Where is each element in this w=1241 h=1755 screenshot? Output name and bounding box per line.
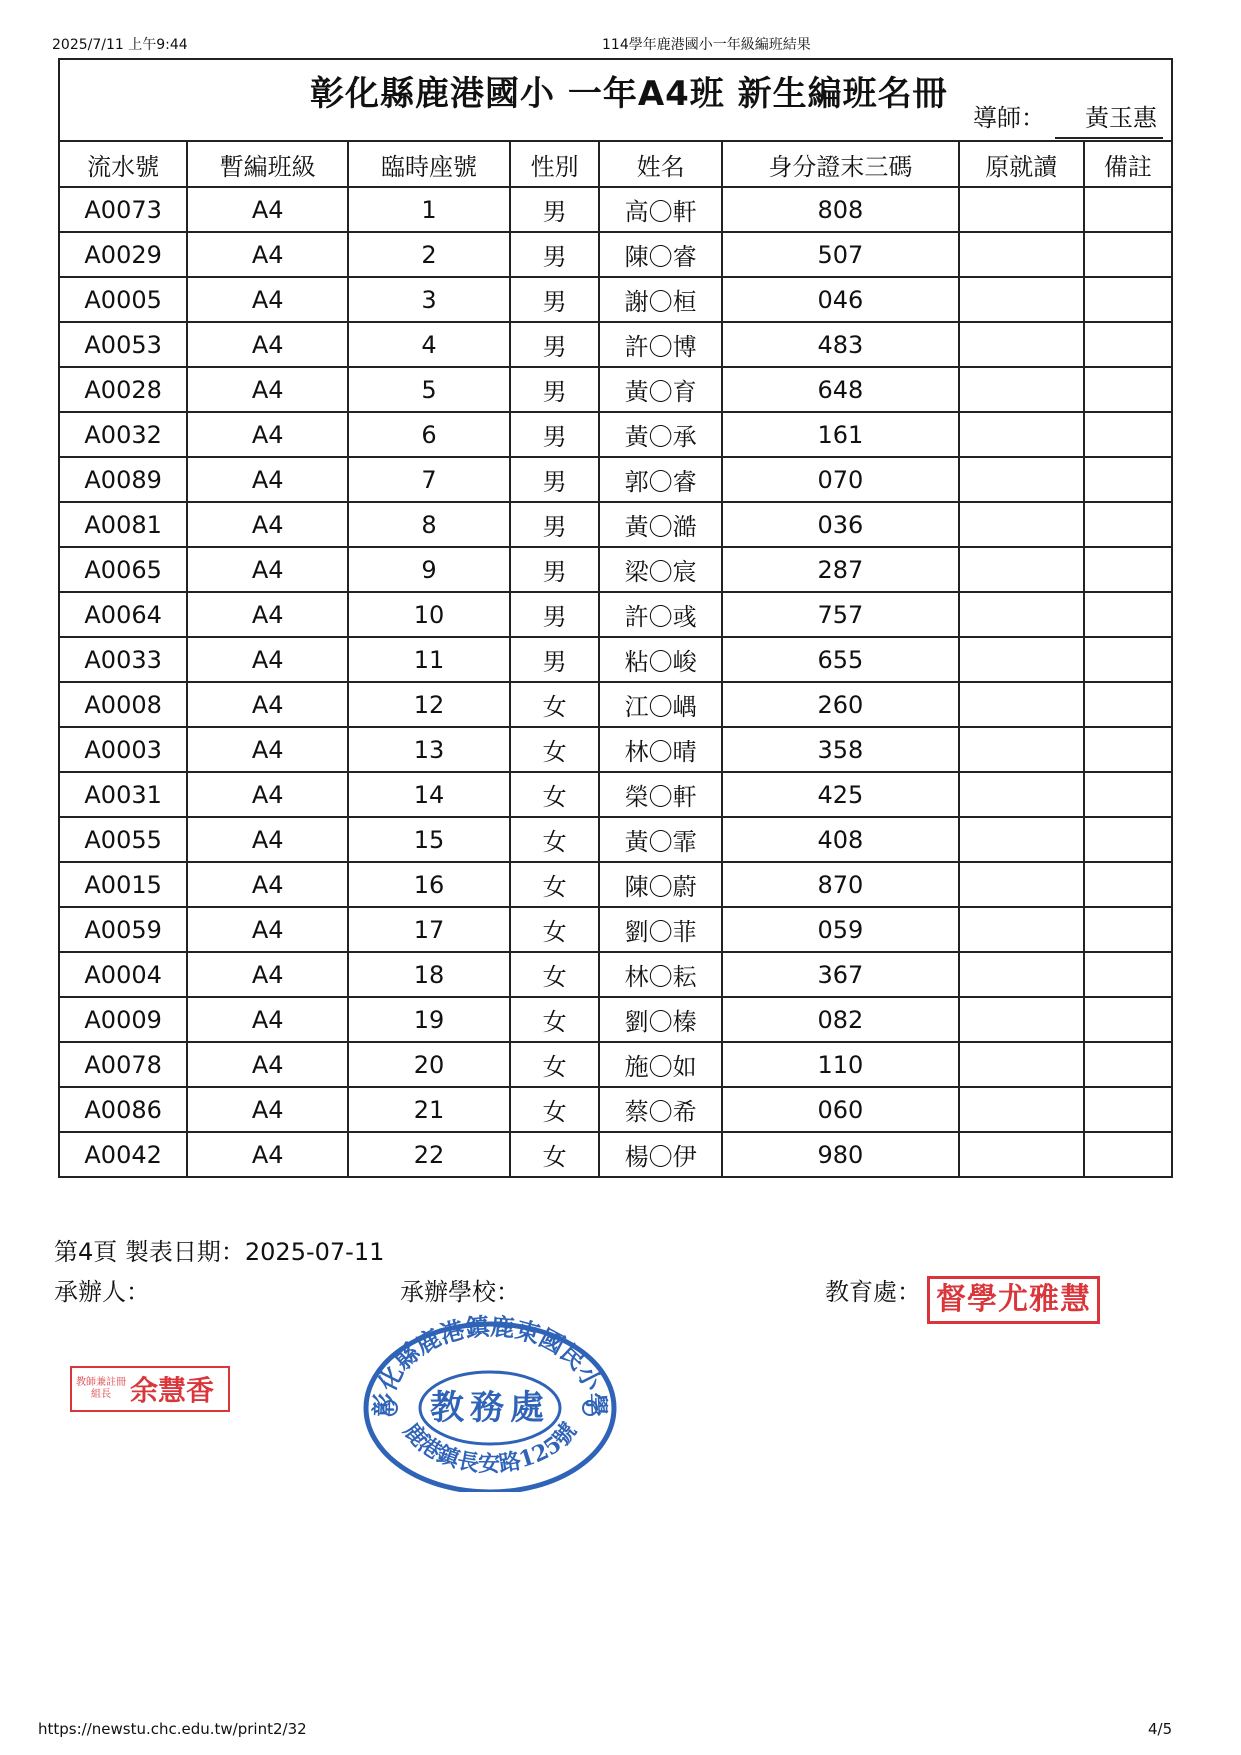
table-cell: 女 <box>510 1132 599 1176</box>
print-datetime: 2025/7/11 上午9:44 <box>52 37 188 53</box>
table-cell: A0053 <box>60 322 187 367</box>
table-cell: A4 <box>187 727 348 772</box>
table-cell <box>959 322 1084 367</box>
teacher-name: 黃玉惠 <box>1055 98 1163 139</box>
table-cell <box>1084 1132 1171 1176</box>
table-cell: 男 <box>510 502 599 547</box>
table-cell: 808 <box>722 187 959 232</box>
table-cell: A0055 <box>60 817 187 862</box>
table-cell <box>1084 547 1171 592</box>
table-cell: 2 <box>348 232 510 277</box>
table-cell: 梁〇宸 <box>599 547 722 592</box>
table-cell: 楊〇伊 <box>599 1132 722 1176</box>
table-cell: A0029 <box>60 232 187 277</box>
table-cell <box>959 772 1084 817</box>
table-row <box>60 952 1171 997</box>
table-cell: 男 <box>510 412 599 457</box>
column-header: 備註 <box>1084 142 1171 187</box>
table-cell <box>1084 187 1171 232</box>
table-row <box>60 637 1171 682</box>
table-cell: 070 <box>722 457 959 502</box>
page-and-date: 第4頁 製表日期：2025-07-11 <box>54 1238 385 1266</box>
table-cell: A4 <box>187 322 348 367</box>
table-cell: 15 <box>348 817 510 862</box>
table-cell <box>959 997 1084 1042</box>
teacher-field <box>973 98 1163 139</box>
table-cell <box>959 502 1084 547</box>
table-cell: 13 <box>348 727 510 772</box>
table-cell: 林〇晴 <box>599 727 722 772</box>
table-cell: A4 <box>187 907 348 952</box>
table-cell: 劉〇菲 <box>599 907 722 952</box>
table-cell: 劉〇榛 <box>599 997 722 1042</box>
table-cell: 082 <box>722 997 959 1042</box>
table-cell <box>959 457 1084 502</box>
table-row <box>60 232 1171 277</box>
table-cell: 260 <box>722 682 959 727</box>
table-cell: 男 <box>510 232 599 277</box>
table-cell: 女 <box>510 772 599 817</box>
table-row <box>60 1042 1171 1087</box>
table-cell <box>1084 907 1171 952</box>
table-cell: A4 <box>187 547 348 592</box>
column-header: 身分證末三碼 <box>722 142 959 187</box>
table-cell: 10 <box>348 592 510 637</box>
table-cell: A4 <box>187 997 348 1042</box>
table-cell: 蔡〇希 <box>599 1087 722 1132</box>
table-cell: 許〇彧 <box>599 592 722 637</box>
table-cell: 110 <box>722 1042 959 1087</box>
table-cell: A4 <box>187 1132 348 1176</box>
table-cell: A4 <box>187 457 348 502</box>
table-cell: 367 <box>722 952 959 997</box>
table-cell: 8 <box>348 502 510 547</box>
table-cell: A0003 <box>60 727 187 772</box>
table-cell: 870 <box>722 862 959 907</box>
table-cell: 男 <box>510 187 599 232</box>
table-cell <box>1084 322 1171 367</box>
table-cell: 林〇耘 <box>599 952 722 997</box>
table-row <box>60 727 1171 772</box>
table-cell: A0005 <box>60 277 187 322</box>
table-cell <box>959 1132 1084 1176</box>
table-cell: 757 <box>722 592 959 637</box>
table-cell <box>959 547 1084 592</box>
table-cell: 036 <box>722 502 959 547</box>
table-cell: A0065 <box>60 547 187 592</box>
table-cell: 1 <box>348 187 510 232</box>
table-cell <box>1084 412 1171 457</box>
table-cell: A0031 <box>60 772 187 817</box>
table-row <box>60 547 1171 592</box>
table-cell: A0033 <box>60 637 187 682</box>
table-cell: 21 <box>348 1087 510 1132</box>
table-cell <box>1084 502 1171 547</box>
table-cell <box>1084 277 1171 322</box>
table-cell <box>959 367 1084 412</box>
table-cell: 059 <box>722 907 959 952</box>
table-cell: 粘〇峻 <box>599 637 722 682</box>
table-cell <box>1084 592 1171 637</box>
table-cell: A4 <box>187 1087 348 1132</box>
table-cell <box>1084 772 1171 817</box>
table-cell: 女 <box>510 952 599 997</box>
table-cell <box>1084 862 1171 907</box>
table-cell: 男 <box>510 547 599 592</box>
table-cell: 507 <box>722 232 959 277</box>
table-cell: 施〇如 <box>599 1042 722 1087</box>
table-row <box>60 367 1171 412</box>
table-cell: A4 <box>187 277 348 322</box>
table-cell: 22 <box>348 1132 510 1176</box>
table-cell: 648 <box>722 367 959 412</box>
table-cell: A0086 <box>60 1087 187 1132</box>
teacher-stamp-title: 教師兼註冊組長 <box>76 1377 126 1400</box>
table-cell <box>1084 727 1171 772</box>
table-cell: A4 <box>187 682 348 727</box>
table-row <box>60 322 1171 367</box>
table-cell: A0073 <box>60 187 187 232</box>
table-cell: A0081 <box>60 502 187 547</box>
column-header: 姓名 <box>599 142 722 187</box>
table-cell: A0032 <box>60 412 187 457</box>
document-title: 彰化縣鹿港國小 一年A4班 新生編班名冊 <box>310 74 948 114</box>
table-cell: 7 <box>348 457 510 502</box>
table-cell: 16 <box>348 862 510 907</box>
table-header-row <box>60 142 1171 187</box>
page-url: https://newstu.chc.edu.tw/print2/32 <box>38 1720 307 1738</box>
table-body <box>60 187 1171 1176</box>
table-cell <box>959 277 1084 322</box>
table-cell: 161 <box>722 412 959 457</box>
supervisor-stamp: 督學尤雅慧 <box>927 1276 1100 1324</box>
table-cell: 女 <box>510 862 599 907</box>
table-cell <box>1084 952 1171 997</box>
table-cell: 060 <box>722 1087 959 1132</box>
table-row <box>60 502 1171 547</box>
column-header: 流水號 <box>60 142 187 187</box>
table-cell: 謝〇桓 <box>599 277 722 322</box>
table-cell: 19 <box>348 997 510 1042</box>
table-cell: A0042 <box>60 1132 187 1176</box>
table-cell <box>1084 367 1171 412</box>
table-cell <box>1084 682 1171 727</box>
table-row <box>60 457 1171 502</box>
table-cell <box>959 637 1084 682</box>
teacher-stamp <box>70 1366 230 1412</box>
table-cell: 女 <box>510 997 599 1042</box>
table-cell: A4 <box>187 1042 348 1087</box>
table-cell: 女 <box>510 1042 599 1087</box>
teacher-label: 導師： <box>973 104 1045 132</box>
table-cell: 許〇博 <box>599 322 722 367</box>
table-cell <box>959 1042 1084 1087</box>
table-cell <box>959 727 1084 772</box>
table-cell: 陳〇蔚 <box>599 862 722 907</box>
column-header: 臨時座號 <box>348 142 510 187</box>
table-cell: A0015 <box>60 862 187 907</box>
table-cell <box>959 232 1084 277</box>
table-cell: A4 <box>187 412 348 457</box>
table-cell: 11 <box>348 637 510 682</box>
title-row <box>60 60 1171 142</box>
table-cell: A0008 <box>60 682 187 727</box>
table-cell: 358 <box>722 727 959 772</box>
table-cell: 980 <box>722 1132 959 1176</box>
table-cell: A4 <box>187 232 348 277</box>
roster-sheet <box>58 58 1173 1178</box>
table-row <box>60 187 1171 232</box>
handler-label: 承辦人： <box>54 1278 150 1306</box>
table-cell <box>959 817 1084 862</box>
table-row <box>60 772 1171 817</box>
table-cell <box>1084 1087 1171 1132</box>
table-cell: 14 <box>348 772 510 817</box>
table-cell: 郭〇睿 <box>599 457 722 502</box>
table-cell: A4 <box>187 952 348 997</box>
school-seal-icon <box>360 1312 620 1492</box>
seal-center-text: 教務處 <box>430 1388 550 1428</box>
table-cell <box>959 952 1084 997</box>
table-cell: 6 <box>348 412 510 457</box>
table-cell: A0009 <box>60 997 187 1042</box>
table-cell: 3 <box>348 277 510 322</box>
table-cell: 高〇軒 <box>599 187 722 232</box>
table-cell <box>1084 637 1171 682</box>
table-cell: 男 <box>510 637 599 682</box>
table-cell: A0059 <box>60 907 187 952</box>
table-cell <box>959 412 1084 457</box>
table-cell: A4 <box>187 367 348 412</box>
table-cell: 18 <box>348 952 510 997</box>
table-cell: 4 <box>348 322 510 367</box>
seal-bottom-text: 鹿港鎮長安路125號 <box>397 1418 583 1478</box>
table-cell <box>1084 997 1171 1042</box>
column-header: 暫編班級 <box>187 142 348 187</box>
table-cell: 黃〇澔 <box>599 502 722 547</box>
table-cell: 20 <box>348 1042 510 1087</box>
table-cell: 女 <box>510 1087 599 1132</box>
table-cell: A0064 <box>60 592 187 637</box>
table-cell: 655 <box>722 637 959 682</box>
roster-table <box>60 142 1171 1176</box>
table-row <box>60 682 1171 727</box>
table-row <box>60 412 1171 457</box>
table-cell: A4 <box>187 187 348 232</box>
table-row <box>60 592 1171 637</box>
table-cell: 男 <box>510 322 599 367</box>
column-header: 原就讀 <box>959 142 1084 187</box>
table-cell: 287 <box>722 547 959 592</box>
table-cell: A4 <box>187 502 348 547</box>
table-cell: 17 <box>348 907 510 952</box>
table-cell: 女 <box>510 907 599 952</box>
table-cell: 女 <box>510 727 599 772</box>
table-cell: 黃〇霏 <box>599 817 722 862</box>
table-cell: A4 <box>187 637 348 682</box>
table-cell <box>1084 457 1171 502</box>
column-header: 性別 <box>510 142 599 187</box>
table-cell: 黃〇育 <box>599 367 722 412</box>
print-title: 114學年鹿港國小一年級編班結果 <box>602 37 811 53</box>
table-cell: 男 <box>510 367 599 412</box>
table-cell: A4 <box>187 592 348 637</box>
page-count: 4/5 <box>1148 1720 1173 1738</box>
table-cell <box>959 682 1084 727</box>
table-cell <box>1084 232 1171 277</box>
table-cell: 男 <box>510 457 599 502</box>
table-row <box>60 1087 1171 1132</box>
edu-label: 教育處： <box>825 1278 921 1306</box>
table-cell: 女 <box>510 682 599 727</box>
table-cell: 425 <box>722 772 959 817</box>
table-row <box>60 907 1171 952</box>
table-cell: A4 <box>187 862 348 907</box>
table-row <box>60 817 1171 862</box>
table-cell: 046 <box>722 277 959 322</box>
table-cell: 黃〇承 <box>599 412 722 457</box>
table-row <box>60 997 1171 1042</box>
table-cell <box>959 187 1084 232</box>
table-cell <box>959 1087 1084 1132</box>
table-cell <box>959 592 1084 637</box>
table-cell: A0089 <box>60 457 187 502</box>
table-cell: 12 <box>348 682 510 727</box>
table-cell: 9 <box>348 547 510 592</box>
table-cell: 江〇嵎 <box>599 682 722 727</box>
table-cell: 女 <box>510 817 599 862</box>
table-cell <box>959 862 1084 907</box>
table-cell <box>1084 1042 1171 1087</box>
table-cell: A0078 <box>60 1042 187 1087</box>
seal-top-text: 彰化縣鹿港鎮鹿東國民小學 <box>368 1312 612 1418</box>
table-cell: 408 <box>722 817 959 862</box>
table-row <box>60 862 1171 907</box>
table-cell: 483 <box>722 322 959 367</box>
school-label: 承辦學校： <box>400 1278 520 1306</box>
table-cell: 5 <box>348 367 510 412</box>
table-cell: A0028 <box>60 367 187 412</box>
table-cell: A4 <box>187 817 348 862</box>
table-cell: A4 <box>187 772 348 817</box>
table-cell: 榮〇軒 <box>599 772 722 817</box>
teacher-stamp-name: 余慧香 <box>130 1374 215 1407</box>
table-cell: A0004 <box>60 952 187 997</box>
table-row <box>60 1132 1171 1176</box>
table-cell: 男 <box>510 592 599 637</box>
table-cell <box>959 907 1084 952</box>
table-cell: 男 <box>510 277 599 322</box>
table-cell <box>1084 817 1171 862</box>
table-row <box>60 277 1171 322</box>
table-cell: 陳〇睿 <box>599 232 722 277</box>
